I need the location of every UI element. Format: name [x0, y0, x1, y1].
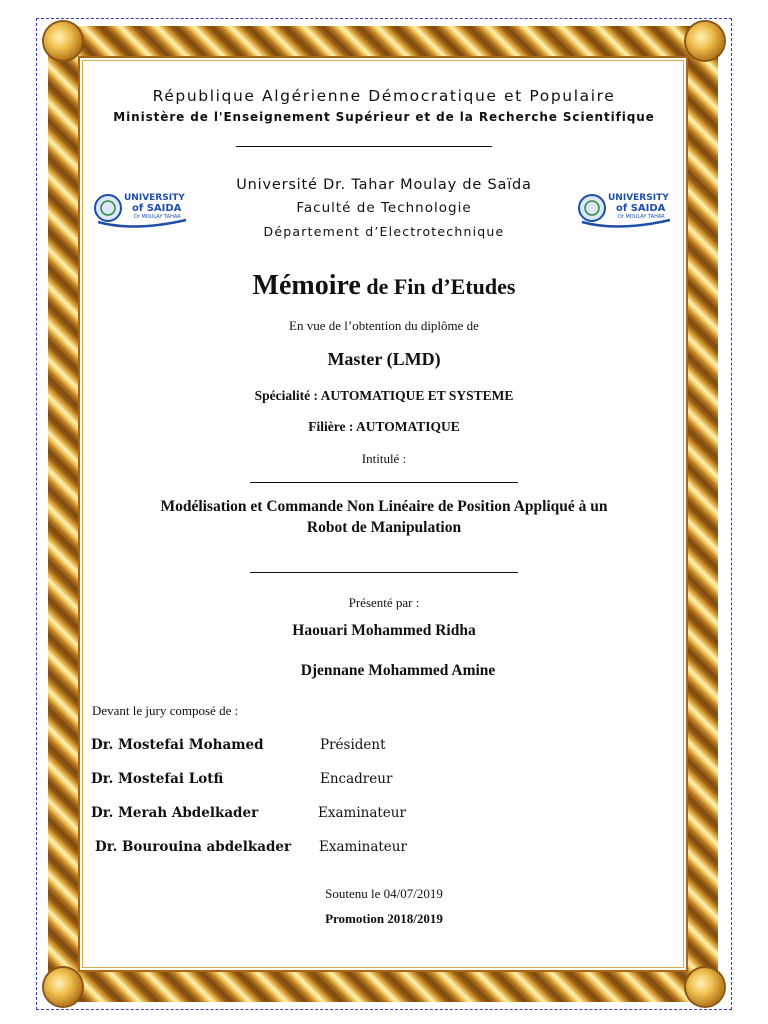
logo-left-line1: UNIVERSITY [124, 193, 185, 203]
presented-by-label: Présenté par : [348, 595, 420, 610]
logo-right-line3: Dr MOULAY TAHAR [618, 214, 665, 220]
jury-member-role: Examinateur [319, 839, 407, 855]
department-name: Département d’Electrotechnique [263, 224, 505, 239]
university-logo-right [578, 186, 674, 236]
intitule-label: Intitulé : [361, 451, 407, 466]
ministry-line: Ministère de l'Enseignement Supérieur et de la Recherche Scientifique [113, 110, 655, 124]
author-1: Haouari Mohammed Ridha [292, 622, 476, 639]
jury-member-name: Dr. Mostefai Lotfi [91, 771, 224, 787]
thesis-title-line1: Modélisation et Commande Non Linéaire de Position Appliqué à un [160, 498, 608, 515]
filiere: Filière : AUTOMATIQUE [308, 419, 460, 434]
jury-member-role: Président [320, 737, 386, 753]
jury-member-role: Examinateur [318, 805, 406, 821]
logo-left-line2: of SAIDA [132, 203, 182, 214]
degree-intro: En vue de l’obtention du diplôme de [289, 318, 479, 333]
title-rest: de Fin d’Etudes [360, 274, 516, 299]
jury-member-role: Encadreur [320, 771, 393, 787]
university-name: Université Dr. Tahar Moulay de Saïda [236, 177, 532, 193]
promotion: Promotion 2018/2019 [325, 911, 443, 926]
title-memoire: Mémoire [252, 270, 361, 301]
corner-ornament-top-left [44, 22, 82, 60]
thesis-divider-top [250, 482, 518, 483]
corner-ornament-bottom-right [686, 968, 724, 1006]
thesis-title-line2: Robot de Manipulation [306, 519, 462, 536]
jury-member-name: Dr. Bourouina abdelkader [95, 839, 292, 855]
faculty-name: Faculté de Technologie [296, 200, 472, 216]
jury-member-name: Dr. Mostefai Mohamed [91, 737, 264, 753]
document-title [0, 270, 768, 302]
logo-right-line2: of SAIDA [616, 203, 666, 214]
jury-label: Devant le jury composé de : [92, 703, 239, 718]
jury-member-name: Dr. Merah Abdelkader [91, 805, 259, 821]
thesis-divider-bottom [250, 572, 518, 573]
author-2: Djennane Mohammed Amine [300, 662, 496, 679]
defense-date: Soutenu le 04/07/2019 [325, 886, 443, 901]
university-logo-left [94, 186, 190, 236]
logo-left-line3: Dr MOULAY TAHAR [134, 214, 181, 220]
logo-right-line1: UNIVERSITY [608, 193, 669, 203]
republic-line: République Algérienne Démocratique et Populaire [152, 87, 616, 105]
specialite: Spécialité : AUTOMATIQUE ET SYSTEME [254, 388, 514, 403]
degree-name: Master (LMD) [327, 349, 441, 369]
corner-ornament-bottom-left [44, 968, 82, 1006]
header-divider [236, 146, 492, 147]
corner-ornament-top-right [686, 22, 724, 60]
